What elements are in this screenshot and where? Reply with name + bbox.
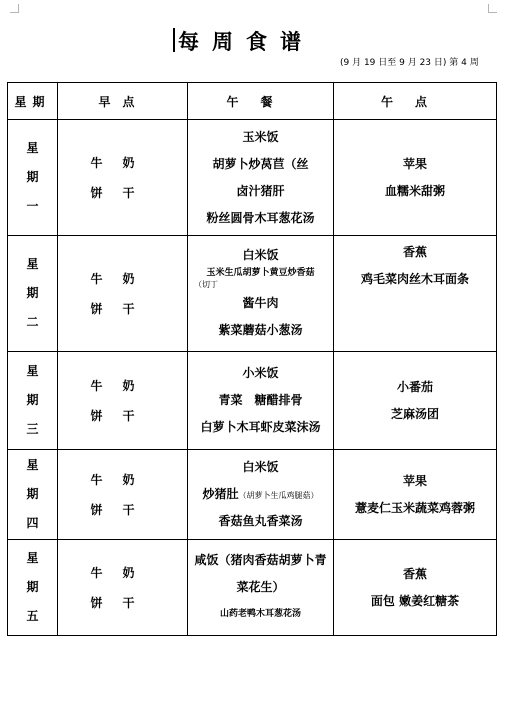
breakfast-cell: 牛奶 饼干 [58,540,188,636]
snack-cell: 小番茄 芝麻汤团 [334,352,497,450]
snack-cell: 香蕉 鸡毛菜肉丝木耳面条 [334,236,497,352]
snack-cell: 香蕉 面包 嫩姜红糖茶 [334,540,497,636]
header-snack: 午点 [334,83,497,120]
header-breakfast: 早点 [58,83,188,120]
table-row [8,450,497,540]
text-cursor [173,28,175,52]
header-day: 星期 [8,83,58,120]
lunch-cell: 小米饭 青菜 糖醋排骨 白萝卜木耳虾皮菜沫汤 [188,352,334,450]
document-subtitle: (9 月 19 日至 9 月 23 日) 第 4 周 [340,58,479,68]
table-row [8,236,497,352]
table-header-row [8,83,497,120]
snack-cell: 苹果 血糯米甜粥 [334,120,497,236]
breakfast-cell: 牛奶 饼干 [58,450,188,540]
header-lunch: 午餐 [188,83,334,120]
day-cell: 星 期 四 [8,450,58,540]
table-row [8,352,497,450]
day-cell: 星 期 五 [8,540,58,636]
day-cell: 星 期 三 [8,352,58,450]
lunch-cell: 咸饭（猪肉香菇胡萝卜青 菜花生） 山药老鸭木耳葱花汤 [188,540,334,636]
table-row [8,540,497,636]
lunch-cell: 玉米饭 胡萝卜炒莴苣（丝 卤汁猪肝 粉丝圆骨木耳葱花汤 [188,120,334,236]
page-corner-mark-left [10,4,19,13]
day-cell: 星 期 一 [8,120,58,236]
breakfast-cell: 牛奶 饼干 [58,352,188,450]
breakfast-cell: 牛奶 饼干 [58,120,188,236]
table-row [8,120,497,236]
document-title: 每周食谱 [178,29,314,54]
snack-cell: 苹果 薏麦仁玉米蔬菜鸡蓉粥 [334,450,497,540]
breakfast-cell: 牛奶 饼干 [58,236,188,352]
lunch-cell: 白米饭 玉米生瓜胡萝卜黄豆炒香菇 （切丁 酱牛肉 紫菜蘑菇小葱汤 [188,236,334,352]
page-corner-mark-right [488,4,497,13]
menu-table [7,82,497,636]
day-cell: 星 期 二 [8,236,58,352]
lunch-cell: 白米饭 炒猪肚（胡萝卜生瓜鸡腿菇） 香菇鱼丸香菜汤 [188,450,334,540]
